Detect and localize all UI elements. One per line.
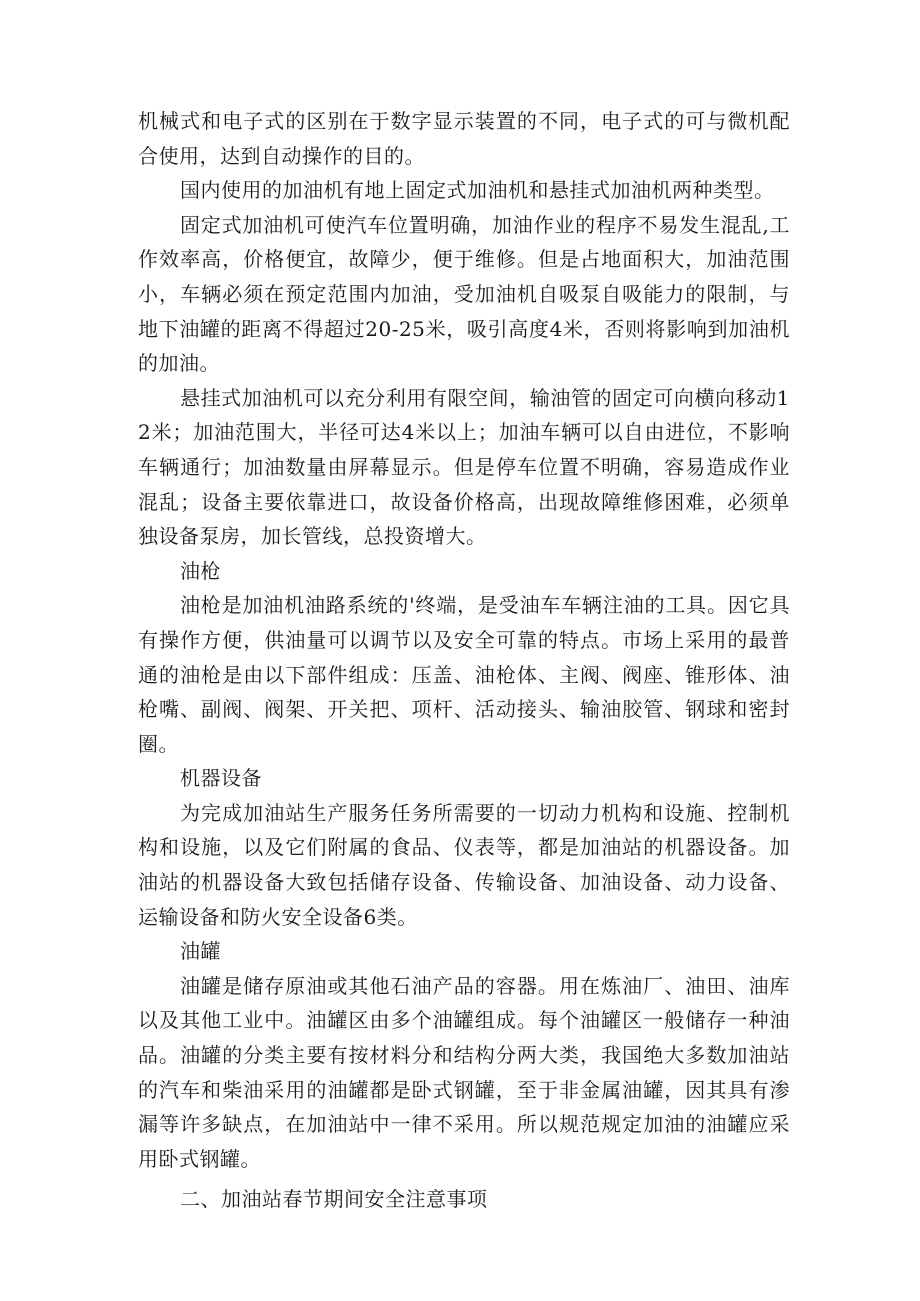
paragraph-suspended-dispenser: 悬挂式加油机可以充分利用有限空间，输油管的固定可向横向移动12米；加油范围大，半径可达4米以上；加油车辆可以自由进位，不影响车辆通行；加油数量由屏幕显示。但是停车位置不明确，容易造成作业混乱；设备主要依靠进口，故设备价格高，出现故障维修困难，必须单独设备泵房，加长管线，总投资增大。 xyxy=(138,385,790,549)
paragraph-machinery: 为完成加油站生产服务任务所需要的一切动力机构和设施、控制机构和设施，以及它们附属的食品、仪表等，都是加油站的机器设备。加油站的机器设备大致包括储存设备、传输设备、加油设备、动力设备、运输设备和防火安全设备6类。 xyxy=(138,800,790,929)
heading-tank: 油罐 xyxy=(180,939,221,964)
paragraph-nozzle: 油枪是加油机油路系统的'终端，是受油车车辆注油的工具。因它具有操作方便，供油量可以调节以及安全可靠的特点。市场上采用的最普通的油枪是由以下部件组成：压盖、油枪体、主阀、阀座、锥形体、油枪嘴、副阀、阀架、开关把、项杆、活动接头、输油胶管、钢球和密封圈。 xyxy=(138,593,790,756)
paragraph-dispenser-types-difference: 机械式和电子式的区别在于数字显示装置的不同，电子式的可与微机配合使用，达到自动操作的目的。 xyxy=(138,109,790,168)
document-page xyxy=(138,104,790,1217)
paragraph-tank: 油罐是储存原油或其他石油产品的容器。用在炼油厂、油田、油库以及其他工业中。油罐区由多个油罐组成。每个油罐区一般储存一种油品。油罐的分类主要有按材料分和结构分两大类，我国绝大多数加油站的汽车和柴油采用的油罐都是卧式钢罐，至于非金属油罐，因其具有渗漏等许多缺点，在加油站中一律不采用。所以规范规定加油的油罐应采用卧式钢罐。 xyxy=(138,973,790,1171)
paragraph-domestic-dispensers: 国内使用的加油机有地上固定式加油机和悬挂式加油机两种类型。 xyxy=(180,178,775,203)
heading-machinery: 机器设备 xyxy=(180,766,262,791)
paragraph-fixed-dispenser: 固定式加油机可使汽车位置明确，加油作业的程序不易发生混乱,工作效率高，价格便宜，故障少，便于维修。但是占地面积大，加油范围小，车辆必须在预定范围内加油，受加油机自吸泵自吸能力的限制，与地下油罐的距离不得超过20-25米，吸引高度4米，否则将影响到加油机的加油。 xyxy=(138,212,790,376)
section-title-safety: 二、加油站春节期间安全注意事项 xyxy=(180,1187,488,1212)
heading-nozzle: 油枪 xyxy=(180,558,221,583)
